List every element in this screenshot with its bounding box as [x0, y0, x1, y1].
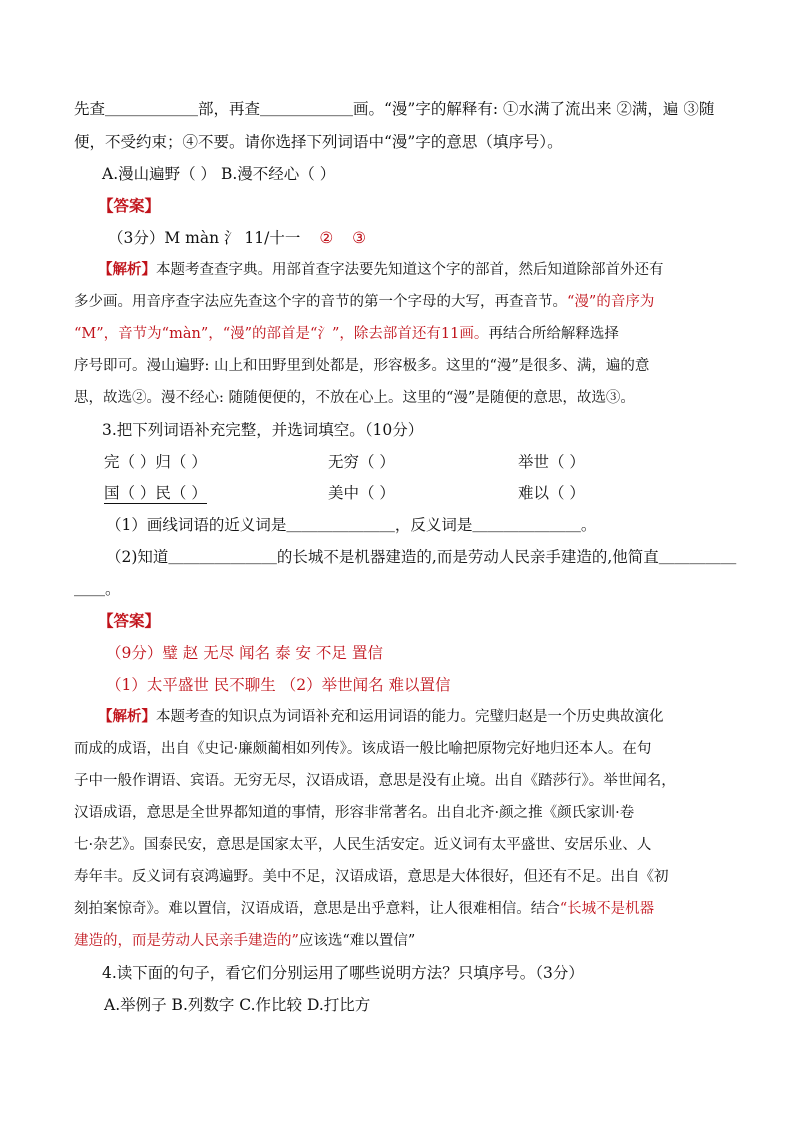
q3-sub2-cont: ＿＿。	[74, 580, 121, 598]
q2-answer	[108, 228, 366, 248]
q3-row1-col3: 举世（ ）	[518, 453, 585, 471]
q3-analysis-line6: 寿年丰。反义词有哀鸿遍野。美中不足，汉语成语，意思是大体很好，但还有不足。出自《初	[74, 869, 669, 885]
q3-analysis-line7	[74, 899, 654, 919]
q3-answer-line1: （9分）璧 赵 无尽 闻名 泰 安 不足 置信	[106, 644, 383, 662]
q3-row2-col2: 美中（ ）	[328, 484, 395, 502]
q2-line1: 先查＿＿＿＿＿＿部，再查＿＿＿＿＿＿画。“漫”字的解释有: ①水满了流出来 ②满，遍 ③随	[74, 100, 715, 118]
q2-answer-text: （3分）M màn 氵 11/十一	[108, 229, 301, 247]
q2-answer-label: 【答案】	[98, 196, 161, 215]
q3-answer-line2: （1）太平盛世 民不聊生 （2）举世闻名 难以置信	[106, 676, 451, 694]
q3-analysis-line8	[74, 931, 415, 951]
q2-analysis-label: 【解析】	[98, 261, 156, 278]
q3-analysis-label: 【解析】	[98, 708, 156, 725]
q3-row2-col1	[104, 483, 207, 503]
q2-analysis-line2	[74, 292, 654, 312]
q3-analysis-line3: 子中一般作谓语、宾语。无穷无尽，汉语成语，意思是没有止境。出自《踏莎行》。举世闻名，	[74, 773, 676, 789]
q2-analysis-line4: 序号即可。漫山遍野: 山上和田野里到处都是，形容极多。这里的“漫”是很多、满，遍的意	[74, 358, 650, 374]
q3-analysis-text8: 应该选“难以置信”	[298, 933, 416, 949]
q3-title: 3.把下列词语补充完整，并选词填空。（10分）	[102, 421, 424, 439]
q2-analysis-line1	[98, 260, 664, 280]
q2-analysis-red2: “漫”的音序为	[567, 294, 655, 310]
q3-analysis-line1	[98, 707, 664, 727]
q3-analysis-text7: 刻拍案惊奇》。难以置信，汉语成语，意思是出乎意料，让人很难相信。结合	[74, 901, 560, 917]
q2-analysis-red3: “M”，音节为“màn”，“漫”的部首是“氵”，除去部首还有11画。	[74, 326, 489, 342]
q3-row2-col3: 难以（ ）	[518, 484, 585, 502]
q3-analysis-text1: 本题考查的知识点为词语补充和运用词语的能力。完璧归赵是一个历史典故演化	[156, 709, 664, 725]
q3-analysis-line4: 汉语成语，意思是全世界都知道的事情，形容非常著名。出自北齐·颜之推《颜氏家训·卷	[74, 805, 635, 821]
q4-title: 4.读下面的句子，看它们分别运用了哪些说明方法？只填序号。（3分）	[102, 964, 584, 982]
q3-analysis-red7: “长城不是机器	[559, 901, 655, 917]
q3-row1-col2: 无穷（ ）	[328, 453, 395, 471]
q2-analysis-text1: 本题考查查字典。用部首查字法要先知道这个字的部首，然后知道除部首外还有	[156, 262, 664, 278]
q4-options: A.举例子 B.列数字 C.作比较 D.打比方	[104, 996, 371, 1014]
q2-analysis-text3: 再结合所给解释选择	[488, 326, 619, 342]
q2-analysis-line3	[74, 324, 619, 344]
q3-answer-label: 【答案】	[98, 611, 161, 630]
q2-line2: 便，不受约束；④不要。请你选择下列词语中“漫”字的意思（填序号）。	[74, 133, 563, 151]
q3-analysis-line2: 而成的成语，出自《史记·廉颇蔺相如列传》。该成语一般比喻把原物完好地归还本人。在句	[74, 741, 652, 757]
q3-analysis-red8: 建造的，而是劳动人民亲手建造的”	[74, 933, 299, 949]
q3-row1-col1: 完（ ）归（ ）	[104, 453, 207, 471]
q2-analysis-line5: 思，故选②。漫不经心: 随随便便的，不放在心上。这里的“漫”是随便的意思，故选③。	[74, 390, 635, 406]
q3-analysis-line5: 七·杂艺》。国泰民安，意思是国家太平，人民生活安定。近义词有太平盛世、安居乐业、人	[74, 837, 652, 853]
q2-answer-mark2: ③	[352, 229, 367, 247]
q2-analysis-text2: 多少画。用音序查字法应先查这个字的音节的第一个字母的大写，再查音节。	[74, 294, 567, 310]
q2-options: A.漫山遍野（ ） B.漫不经心（ ）	[102, 165, 336, 183]
q3-underlined-word: 国（ ）民（ ）	[104, 484, 207, 502]
q3-sub1: （1）画线词语的近义词是＿＿＿＿＿＿＿，反义词是＿＿＿＿＿＿＿。	[106, 516, 597, 534]
q2-answer-mark1: ②	[319, 229, 334, 247]
q3-sub2: （2)知道＿＿＿＿＿＿＿的长城不是机器建造的,而是劳动人民亲手建造的,他简直＿＿＿＿＿	[106, 548, 737, 566]
